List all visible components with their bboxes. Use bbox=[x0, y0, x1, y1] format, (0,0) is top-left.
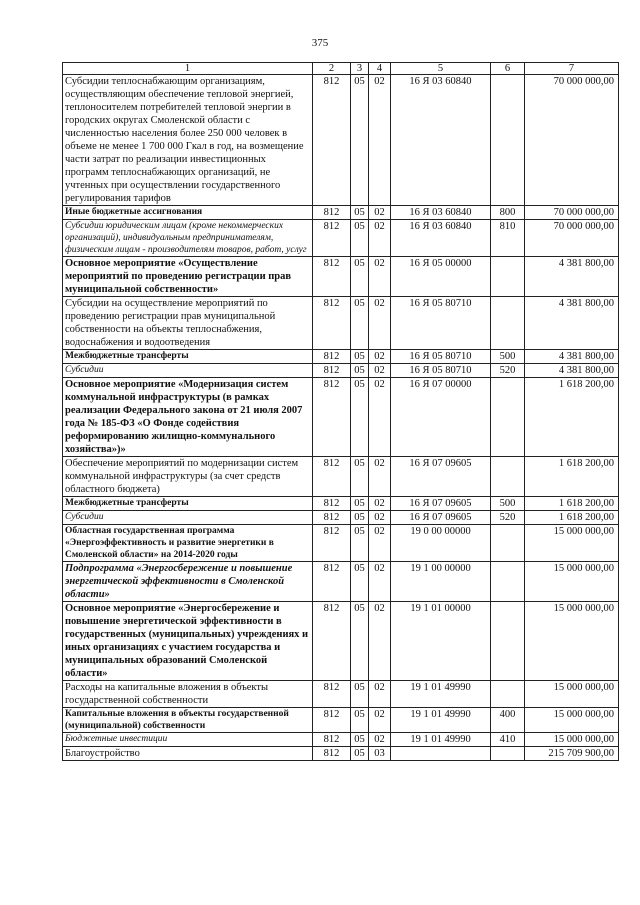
section-code-cell: 05 bbox=[351, 220, 369, 257]
amount-cell: 70 000 000,00 bbox=[525, 206, 619, 220]
target-article-cell: 16 Я 07 09605 bbox=[391, 497, 491, 511]
row-name-cell: Субсидии юридическим лицам (кроме некоммерческих организаций), индивидуальным предпринимателям, физическим лицам - производителям товаров, работ, услуг bbox=[63, 220, 313, 257]
subsection-code-cell: 02 bbox=[369, 511, 391, 525]
table-row bbox=[63, 364, 619, 378]
row-name-cell: Субсидии на осуществление мероприятий по проведению регистрации прав муниципальной собственности на объекты теплоснабжения, водоснабжения и водоотведения bbox=[63, 297, 313, 350]
page-number: 375 bbox=[311, 37, 329, 49]
ministry-code-cell: 812 bbox=[313, 378, 351, 457]
subsection-code-cell: 02 bbox=[369, 350, 391, 364]
amount-cell: 4 381 800,00 bbox=[525, 297, 619, 350]
row-name-cell: Основное мероприятие «Модернизация систем коммунальной инфраструктуры (в рамках реализации Федерального закона от 21 июля 2007 года № 185-ФЗ «О Фонде содействия реформированию жилищно-коммунального хозяйства»)» bbox=[63, 378, 313, 457]
ministry-code-cell: 812 bbox=[313, 75, 351, 206]
ministry-code-cell: 812 bbox=[313, 457, 351, 497]
table-row bbox=[63, 457, 619, 497]
row-name-cell: Бюджетные инвестиции bbox=[63, 733, 313, 747]
amount-cell: 1 618 200,00 bbox=[525, 378, 619, 457]
amount-cell: 15 000 000,00 bbox=[525, 708, 619, 733]
subsection-code-cell: 02 bbox=[369, 708, 391, 733]
section-code-cell: 05 bbox=[351, 257, 369, 297]
ministry-code-cell: 812 bbox=[313, 511, 351, 525]
table-row bbox=[63, 257, 619, 297]
column-header: 2 bbox=[313, 63, 351, 75]
amount-cell: 15 000 000,00 bbox=[525, 525, 619, 562]
section-code-cell: 05 bbox=[351, 562, 369, 602]
target-article-cell: 19 1 01 00000 bbox=[391, 602, 491, 681]
ministry-code-cell: 812 bbox=[313, 364, 351, 378]
target-article-cell: 16 Я 03 60840 bbox=[391, 206, 491, 220]
amount-cell: 15 000 000,00 bbox=[525, 562, 619, 602]
ministry-code-cell: 812 bbox=[313, 681, 351, 708]
expense-type-cell: 810 bbox=[491, 220, 525, 257]
row-name-cell: Основное мероприятие «Энергосбережение и повышение энергетической эффективности в государственных (муниципальных) учреждениях и иных организациях с участием государства и муниципальных образований Смоленской области» bbox=[63, 602, 313, 681]
subsection-code-cell: 02 bbox=[369, 602, 391, 681]
column-header: 6 bbox=[491, 63, 525, 75]
subsection-code-cell: 02 bbox=[369, 206, 391, 220]
expense-type-cell bbox=[491, 297, 525, 350]
ministry-code-cell: 812 bbox=[313, 562, 351, 602]
row-name-cell: Капитальные вложения в объекты государственной (муниципальной) собственности bbox=[63, 708, 313, 733]
ministry-code-cell: 812 bbox=[313, 206, 351, 220]
target-article-cell: 16 Я 05 80710 bbox=[391, 350, 491, 364]
section-code-cell: 05 bbox=[351, 378, 369, 457]
target-article-cell: 19 1 01 49990 bbox=[391, 681, 491, 708]
amount-cell: 15 000 000,00 bbox=[525, 602, 619, 681]
column-header: 3 bbox=[351, 63, 369, 75]
table-row bbox=[63, 733, 619, 747]
target-article-cell: 16 Я 05 80710 bbox=[391, 364, 491, 378]
table-row bbox=[63, 511, 619, 525]
column-header: 1 bbox=[63, 63, 313, 75]
table-row bbox=[63, 562, 619, 602]
target-article-cell: 16 Я 05 00000 bbox=[391, 257, 491, 297]
target-article-cell: 16 Я 03 60840 bbox=[391, 75, 491, 206]
row-name-cell: Межбюджетные трансферты bbox=[63, 497, 313, 511]
expense-type-cell bbox=[491, 75, 525, 206]
target-article-cell: 16 Я 05 80710 bbox=[391, 297, 491, 350]
ministry-code-cell: 812 bbox=[313, 220, 351, 257]
subsection-code-cell: 02 bbox=[369, 562, 391, 602]
subsection-code-cell: 02 bbox=[369, 220, 391, 257]
expense-type-cell bbox=[491, 457, 525, 497]
expense-type-cell: 800 bbox=[491, 206, 525, 220]
expense-type-cell bbox=[491, 747, 525, 761]
section-code-cell: 05 bbox=[351, 457, 369, 497]
ministry-code-cell: 812 bbox=[313, 350, 351, 364]
amount-cell: 15 000 000,00 bbox=[525, 681, 619, 708]
table-row bbox=[63, 220, 619, 257]
amount-cell: 15 000 000,00 bbox=[525, 733, 619, 747]
subsection-code-cell: 02 bbox=[369, 378, 391, 457]
amount-cell: 70 000 000,00 bbox=[525, 220, 619, 257]
section-code-cell: 05 bbox=[351, 747, 369, 761]
amount-cell: 4 381 800,00 bbox=[525, 350, 619, 364]
target-article-cell: 19 1 00 00000 bbox=[391, 562, 491, 602]
row-name-cell: Субсидии bbox=[63, 511, 313, 525]
row-name-cell: Подпрограмма «Энергосбережение и повышение энергетической эффективности в Смоленской области» bbox=[63, 562, 313, 602]
table-row bbox=[63, 681, 619, 708]
table-row bbox=[63, 206, 619, 220]
subsection-code-cell: 02 bbox=[369, 733, 391, 747]
expense-type-cell bbox=[491, 681, 525, 708]
target-article-cell: 16 Я 07 09605 bbox=[391, 511, 491, 525]
amount-cell: 4 381 800,00 bbox=[525, 364, 619, 378]
section-code-cell: 05 bbox=[351, 364, 369, 378]
row-name-cell: Основное мероприятие «Осуществление мероприятий по проведению регистрации прав муниципальной собственности» bbox=[63, 257, 313, 297]
section-code-cell: 05 bbox=[351, 350, 369, 364]
expense-type-cell bbox=[491, 378, 525, 457]
amount-cell: 70 000 000,00 bbox=[525, 75, 619, 206]
row-name-cell: Иные бюджетные ассигнования bbox=[63, 206, 313, 220]
row-name-cell: Областная государственная программа «Энергоэффективность и развитие энергетики в Смоленской области» на 2014-2020 годы bbox=[63, 525, 313, 562]
expense-type-cell bbox=[491, 525, 525, 562]
expense-type-cell: 520 bbox=[491, 364, 525, 378]
expense-type-cell: 500 bbox=[491, 497, 525, 511]
row-name-cell: Благоустройство bbox=[63, 747, 313, 761]
ministry-code-cell: 812 bbox=[313, 708, 351, 733]
table-row bbox=[63, 497, 619, 511]
table-row bbox=[63, 747, 619, 761]
section-code-cell: 05 bbox=[351, 525, 369, 562]
expense-type-cell: 520 bbox=[491, 511, 525, 525]
section-code-cell: 05 bbox=[351, 75, 369, 206]
ministry-code-cell: 812 bbox=[313, 497, 351, 511]
target-article-cell: 19 0 00 00000 bbox=[391, 525, 491, 562]
column-header: 4 bbox=[369, 63, 391, 75]
ministry-code-cell: 812 bbox=[313, 257, 351, 297]
table-row bbox=[63, 297, 619, 350]
ministry-code-cell: 812 bbox=[313, 297, 351, 350]
row-name-cell: Расходы на капитальные вложения в объекты государственной собственности bbox=[63, 681, 313, 708]
subsection-code-cell: 03 bbox=[369, 747, 391, 761]
amount-cell: 1 618 200,00 bbox=[525, 457, 619, 497]
subsection-code-cell: 02 bbox=[369, 297, 391, 350]
section-code-cell: 05 bbox=[351, 511, 369, 525]
budget-table bbox=[62, 62, 619, 761]
table-row bbox=[63, 602, 619, 681]
section-code-cell: 05 bbox=[351, 708, 369, 733]
target-article-cell: 16 Я 07 09605 bbox=[391, 457, 491, 497]
ministry-code-cell: 812 bbox=[313, 733, 351, 747]
row-name-cell: Межбюджетные трансферты bbox=[63, 350, 313, 364]
table-row bbox=[63, 525, 619, 562]
ministry-code-cell: 812 bbox=[313, 747, 351, 761]
subsection-code-cell: 02 bbox=[369, 364, 391, 378]
expense-type-cell bbox=[491, 257, 525, 297]
amount-cell: 4 381 800,00 bbox=[525, 257, 619, 297]
expense-type-cell: 400 bbox=[491, 708, 525, 733]
table-row bbox=[63, 708, 619, 733]
target-article-cell: 19 1 01 49990 bbox=[391, 733, 491, 747]
target-article-cell: 16 Я 03 60840 bbox=[391, 220, 491, 257]
target-article-cell bbox=[391, 747, 491, 761]
section-code-cell: 05 bbox=[351, 681, 369, 708]
section-code-cell: 05 bbox=[351, 497, 369, 511]
expense-type-cell bbox=[491, 602, 525, 681]
row-name-cell: Субсидии bbox=[63, 364, 313, 378]
target-article-cell: 19 1 01 49990 bbox=[391, 708, 491, 733]
column-header: 7 bbox=[525, 63, 619, 75]
row-name-cell: Субсидии теплоснабжающим организациям, осуществляющим обеспечение тепловой энергией, теплоносителем потребителей тепловой энергии в городских округах Смоленской области с численностью населения более 250 000 человек в объеме не менее 1 700 000 Гкал в год, на возмещение части затрат по реализации инвестиционных программ теплоснабжающих организаций, не учтенных при осуществлении государственного регулирования тарифов bbox=[63, 75, 313, 206]
subsection-code-cell: 02 bbox=[369, 75, 391, 206]
section-code-cell: 05 bbox=[351, 733, 369, 747]
subsection-code-cell: 02 bbox=[369, 457, 391, 497]
expense-type-cell bbox=[491, 562, 525, 602]
table-row bbox=[63, 378, 619, 457]
subsection-code-cell: 02 bbox=[369, 525, 391, 562]
amount-cell: 1 618 200,00 bbox=[525, 497, 619, 511]
section-code-cell: 05 bbox=[351, 297, 369, 350]
target-article-cell: 16 Я 07 00000 bbox=[391, 378, 491, 457]
header-row bbox=[63, 63, 619, 75]
subsection-code-cell: 02 bbox=[369, 497, 391, 511]
amount-cell: 1 618 200,00 bbox=[525, 511, 619, 525]
table-row bbox=[63, 350, 619, 364]
section-code-cell: 05 bbox=[351, 602, 369, 681]
section-code-cell: 05 bbox=[351, 206, 369, 220]
subsection-code-cell: 02 bbox=[369, 681, 391, 708]
table-row bbox=[63, 75, 619, 206]
ministry-code-cell: 812 bbox=[313, 525, 351, 562]
expense-type-cell: 500 bbox=[491, 350, 525, 364]
column-header: 5 bbox=[391, 63, 491, 75]
subsection-code-cell: 02 bbox=[369, 257, 391, 297]
amount-cell: 215 709 900,00 bbox=[525, 747, 619, 761]
row-name-cell: Обеспечение мероприятий по модернизации систем коммунальной инфраструктуры (за счет средств областного бюджета) bbox=[63, 457, 313, 497]
ministry-code-cell: 812 bbox=[313, 602, 351, 681]
expense-type-cell: 410 bbox=[491, 733, 525, 747]
